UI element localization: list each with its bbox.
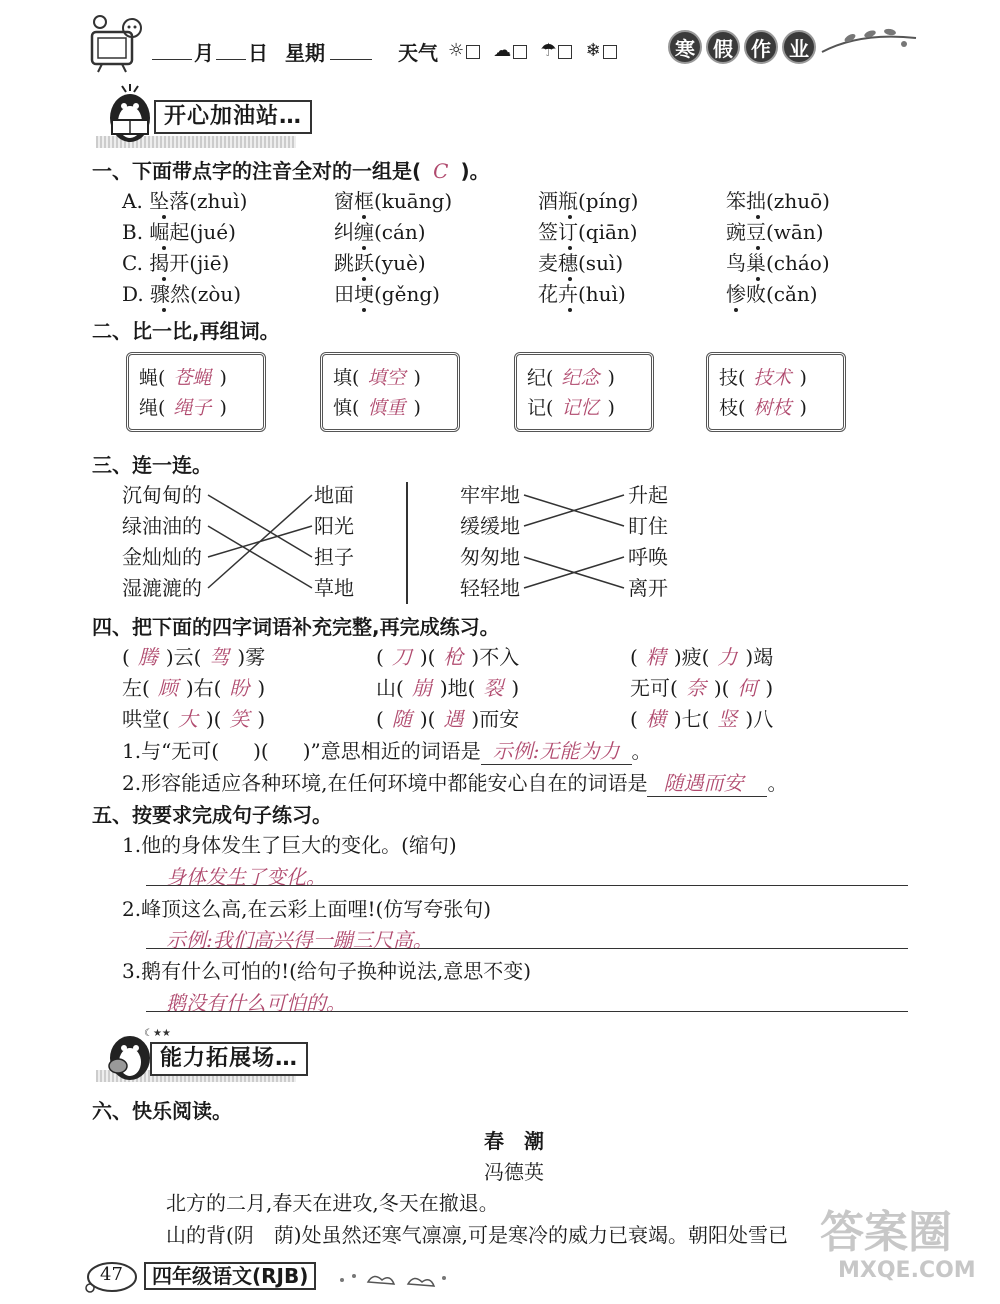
match-left-word: 轻轻地 bbox=[460, 576, 520, 600]
emphasis-dot bbox=[362, 246, 366, 250]
answer-line bbox=[146, 884, 908, 886]
idiom-answer[interactable]: 盼 bbox=[229, 676, 250, 700]
idiom: 无可( 奈 )( 何 ) bbox=[630, 676, 774, 700]
passage-paragraph: 北方的二月,春天在进攻,冬天在撤退。 bbox=[166, 1191, 499, 1215]
emphasis-dot bbox=[162, 277, 166, 281]
idiom-answer[interactable]: 横 bbox=[645, 707, 666, 731]
weather-label: 天气 bbox=[398, 41, 438, 65]
watermark-text: 答案圈 bbox=[820, 1207, 952, 1258]
q5-item-answer[interactable]: 鹅没有什么可怕的。 bbox=[166, 991, 346, 1015]
match-right-word: 升起 bbox=[628, 483, 668, 507]
q5-item-question: 2.峰顶这么高,在云彩上面哩!(仿写夸张句) bbox=[122, 897, 492, 921]
word-answer[interactable]: 纪念 bbox=[561, 367, 600, 389]
sun-icon: ☼ bbox=[448, 40, 465, 61]
q5-item-question: 1.他的身体发生了巨大的变化。(缩句) bbox=[122, 833, 457, 857]
q4-stem: 四、把下面的四字词语补充完整,再完成练习。 bbox=[92, 615, 500, 639]
header bbox=[0, 0, 1000, 80]
emphasis-dot bbox=[568, 246, 572, 250]
q3-matching bbox=[122, 482, 842, 604]
q4-idioms bbox=[122, 644, 882, 738]
idiom-answer[interactable]: 腾 bbox=[137, 645, 158, 669]
q5-item-answer[interactable]: 身体发生了变化。 bbox=[166, 865, 326, 889]
match-right-word: 草地 bbox=[314, 576, 354, 600]
badge-char: 作 bbox=[744, 30, 778, 64]
idiom: 山( 崩 )地( 裂 ) bbox=[376, 676, 520, 700]
day-blank[interactable] bbox=[216, 38, 246, 60]
q1-option-b: 签订(qiān) bbox=[538, 220, 638, 244]
match-right-word: 离开 bbox=[628, 576, 668, 600]
emphasis-dot bbox=[734, 308, 738, 312]
q1-option-a: A. 坠落(zhuì) bbox=[122, 189, 248, 213]
emphasis-dot bbox=[362, 308, 366, 312]
q1-option-d: 田埂(gěng) bbox=[334, 282, 440, 306]
answer-line bbox=[146, 947, 908, 949]
emphasis-dot bbox=[162, 246, 166, 250]
q1-option-b: B. 崛起(jué) bbox=[122, 220, 236, 244]
emphasis-dot bbox=[362, 215, 366, 219]
q3-stem: 三、连一连。 bbox=[92, 453, 212, 477]
emphasis-dot bbox=[756, 277, 760, 281]
vertical-divider bbox=[406, 482, 408, 604]
book-label: 四年级语文(RJB) bbox=[144, 1262, 316, 1290]
word-answer[interactable]: 记忆 bbox=[561, 397, 600, 419]
badge-char: 假 bbox=[706, 30, 740, 64]
idiom-answer[interactable]: 奈 bbox=[685, 676, 706, 700]
match-left-word: 牢牢地 bbox=[460, 483, 520, 507]
emphasis-dot bbox=[568, 215, 572, 219]
svg-text:☾★★: ☾★★ bbox=[144, 1028, 171, 1039]
word-box: 蝇( 苍蝇 ) 绳( 绳子 ) bbox=[126, 352, 266, 432]
clouds-decoration-icon bbox=[334, 1266, 454, 1290]
emphasis-dot bbox=[362, 277, 366, 281]
match-right-word: 盯住 bbox=[628, 514, 668, 538]
idiom-answer[interactable]: 何 bbox=[737, 676, 758, 700]
idiom-answer[interactable]: 裂 bbox=[483, 676, 504, 700]
idiom-answer[interactable]: 竖 bbox=[717, 707, 738, 731]
idiom-answer[interactable]: 遇 bbox=[443, 707, 464, 731]
section-header-1 bbox=[96, 84, 326, 154]
word-answer[interactable]: 苍蝇 bbox=[173, 367, 212, 389]
q1-option-c: 鸟巢(cháo) bbox=[726, 251, 830, 275]
q1-option-d: 花卉(huì) bbox=[538, 282, 626, 306]
idiom-answer[interactable]: 精 bbox=[645, 645, 666, 669]
word-answer[interactable]: 树枝 bbox=[753, 397, 792, 419]
word-box: 填( 填空 ) 慎( 慎重 ) bbox=[320, 352, 460, 432]
snow-checkbox[interactable] bbox=[603, 45, 617, 59]
rain-checkbox[interactable] bbox=[558, 45, 572, 59]
q1-option-a: 笨拙(zhuō) bbox=[726, 189, 830, 213]
q6-stem: 六、快乐阅读。 bbox=[92, 1099, 232, 1123]
q5-item-question: 3.鹅有什么可怕的!(给句子换种说法,意思不变) bbox=[122, 959, 532, 983]
idiom-answer[interactable]: 崩 bbox=[411, 676, 432, 700]
word-answer[interactable]: 绳子 bbox=[173, 397, 212, 419]
match-left-word: 匆匆地 bbox=[460, 545, 520, 569]
q2-boxes bbox=[126, 352, 866, 436]
month-blank[interactable] bbox=[152, 38, 192, 60]
idiom-answer[interactable]: 大 bbox=[177, 707, 198, 731]
footer bbox=[84, 1260, 464, 1296]
section-title-1: 开心加油站… bbox=[154, 100, 312, 134]
word-box: 技( 技术 ) 枝( 树枝 ) bbox=[706, 352, 846, 432]
q1-answer[interactable]: C bbox=[433, 159, 449, 183]
sun-checkbox[interactable] bbox=[466, 45, 480, 59]
q1-option-d: D. 骤然(zòu) bbox=[122, 282, 242, 306]
q2-stem: 二、比一比,再组词。 bbox=[92, 319, 280, 343]
q1-option-c: 跳跃(yuè) bbox=[334, 251, 426, 275]
q1-option-b: 豌豆(wān) bbox=[726, 220, 824, 244]
passage-paragraph: 山的背(阴 荫)处虽然还寒气凛凛,可是寒冷的威力已衰竭。朝阳处雪已 bbox=[166, 1223, 788, 1247]
q4-exercise-1: 1.与“无可( )( )”意思相近的词语是 示例:无能为力 。 bbox=[122, 739, 652, 763]
passage-title: 春 潮 bbox=[484, 1129, 544, 1153]
answer-line bbox=[146, 1010, 908, 1012]
match-left-word: 绿油油的 bbox=[122, 514, 202, 538]
section-title-2: 能力拓展场… bbox=[150, 1042, 308, 1076]
q1-option-c: C. 揭开(jiē) bbox=[122, 251, 230, 275]
badge-char: 业 bbox=[782, 30, 816, 64]
word-answer[interactable]: 慎重 bbox=[367, 397, 406, 419]
match-left-word: 湿漉漉的 bbox=[122, 576, 202, 600]
match-left-word: 缓缓地 bbox=[460, 514, 520, 538]
section-header-2 bbox=[96, 1024, 326, 1088]
emphasis-dot bbox=[162, 308, 166, 312]
badge-char: 寒 bbox=[668, 30, 702, 64]
match-right-word: 阳光 bbox=[314, 514, 354, 538]
match-lines-b bbox=[522, 482, 628, 604]
match-lines-a bbox=[206, 482, 316, 604]
idiom-answer[interactable]: 刀 bbox=[391, 645, 412, 669]
rain-icon: ☂ bbox=[540, 40, 557, 61]
idiom-answer[interactable]: 驾 bbox=[209, 645, 230, 669]
match-right-word: 担子 bbox=[314, 545, 354, 569]
week-blank[interactable] bbox=[330, 38, 372, 60]
tv-mascot-icon bbox=[86, 14, 150, 74]
emphasis-dot bbox=[162, 215, 166, 219]
match-right-word: 地面 bbox=[314, 483, 354, 507]
q5-stem: 五、按要求完成句子练习。 bbox=[92, 803, 332, 827]
weather-options bbox=[448, 40, 617, 61]
idiom: ( 腾 )云( 驾 )雾 bbox=[122, 645, 266, 669]
idiom: 左( 顾 )右( 盼 ) bbox=[122, 676, 266, 700]
emphasis-dot bbox=[568, 308, 572, 312]
emphasis-dot bbox=[756, 215, 760, 219]
branch-decoration-icon bbox=[820, 22, 920, 62]
idiom-answer[interactable]: 力 bbox=[717, 645, 738, 669]
q1-option-d: 惨败(cǎn) bbox=[726, 282, 818, 306]
q1-stem: 一、下面带点字的注音全对的一组是( C )。 bbox=[92, 159, 490, 183]
idiom: ( 刀 )( 枪 )不入 bbox=[376, 645, 520, 669]
day-label: 日 bbox=[248, 41, 268, 65]
q1-option-c: 麦穗(suì) bbox=[538, 251, 624, 275]
match-right-word: 呼唤 bbox=[628, 545, 668, 569]
idiom: ( 随 )( 遇 )而安 bbox=[376, 707, 520, 731]
word-answer[interactable]: 技术 bbox=[753, 367, 792, 389]
week-label: 星期 bbox=[285, 41, 325, 65]
emphasis-dot bbox=[756, 246, 760, 250]
match-left-word: 金灿灿的 bbox=[122, 545, 202, 569]
match-left-word: 沉甸甸的 bbox=[122, 483, 202, 507]
idiom-answer[interactable]: 枪 bbox=[443, 645, 464, 669]
cloud-checkbox[interactable] bbox=[513, 45, 527, 59]
page-number: 47 bbox=[100, 1264, 123, 1285]
emphasis-dot bbox=[568, 277, 572, 281]
idiom-answer[interactable]: 笑 bbox=[229, 707, 250, 731]
q4-ex1-answer[interactable]: 示例:无能为力 bbox=[481, 738, 632, 765]
month-label: 月 bbox=[194, 41, 214, 65]
idiom-answer[interactable]: 顾 bbox=[157, 676, 178, 700]
word-answer[interactable]: 填空 bbox=[367, 367, 406, 389]
idiom-answer[interactable]: 随 bbox=[391, 707, 412, 731]
q4-exercise-2: 2.形容能适应各种环境,在任何环境中都能安心自在的词语是 随遇而安 。 bbox=[122, 771, 788, 795]
q1-option-a: 窗框(kuāng) bbox=[334, 189, 453, 213]
passage-author: 冯德英 bbox=[484, 1160, 544, 1184]
q1-option-a: 酒瓶(píng) bbox=[538, 189, 639, 213]
watermark-url: MXQE.COM bbox=[838, 1258, 976, 1283]
word-box: 纪( 纪念 ) 记( 记忆 ) bbox=[514, 352, 654, 432]
q1-option-b: 纠缠(cán) bbox=[334, 220, 426, 244]
penguin-reading-icon bbox=[102, 84, 158, 144]
snow-icon: ❄ bbox=[585, 40, 601, 61]
cloud-icon: ☁ bbox=[493, 40, 512, 61]
q4-ex2-answer[interactable]: 随遇而安 bbox=[647, 770, 767, 797]
idiom: 哄堂( 大 )( 笑 ) bbox=[122, 707, 266, 731]
idiom: ( 精 )疲( 力 )竭 bbox=[630, 645, 774, 669]
idiom: ( 横 )七( 竖 )八 bbox=[630, 707, 774, 731]
winter-homework-badge bbox=[668, 30, 816, 64]
watermark bbox=[820, 1196, 980, 1296]
q5-item-answer[interactable]: 示例:我们高兴得一蹦三尺高。 bbox=[166, 928, 433, 952]
